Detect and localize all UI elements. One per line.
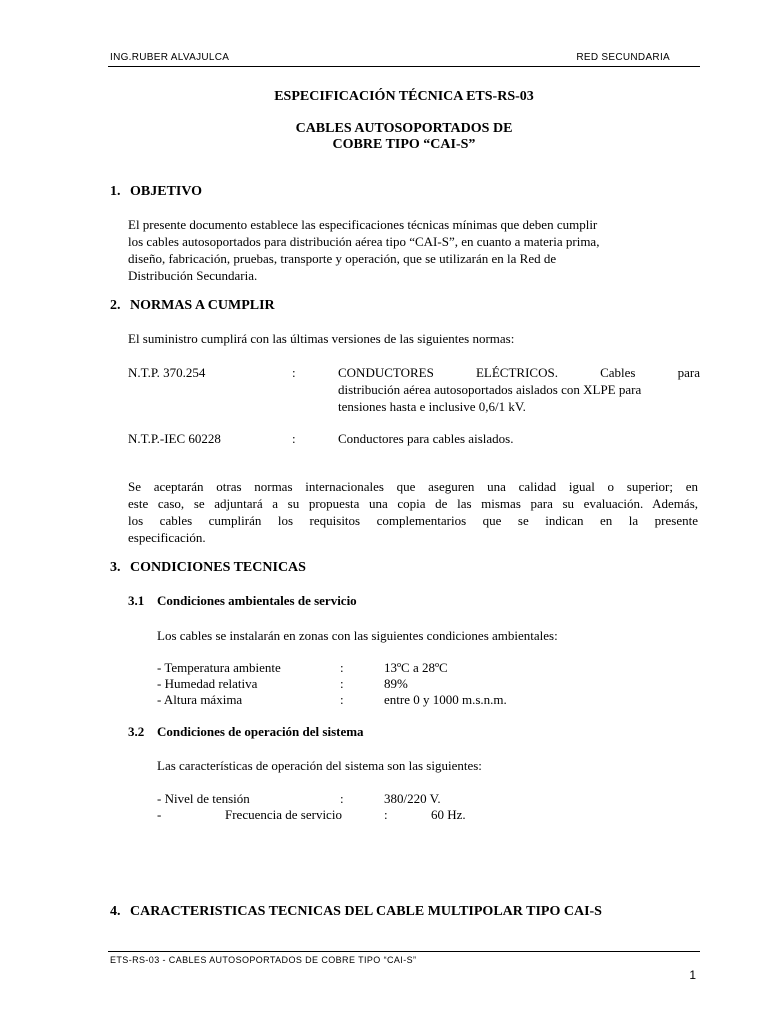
subsection-3-1-heading [128,593,357,609]
operation-label: - [157,807,162,822]
section-1-paragraph [128,216,698,284]
subsection-number: 3.1 [128,593,145,608]
subsection-title: Condiciones ambientales de servicio [157,593,357,608]
text-line: CONDUCTORES ELÉCTRICOS. Cables para [338,365,700,380]
text-line: los cables cumplirán los requisitos complementarios que se indican en la presente [128,513,698,528]
text-line: El presente documento establece las especificaciones técnicas mínimas que deben cumplir [128,217,598,232]
section-title: OBJETIVO [130,184,203,199]
operation-label: - Nivel de tensión [157,791,250,806]
subsection-3-2-heading [128,724,364,740]
condition-value: entre 0 y 1000 m.s.n.m. [384,692,507,707]
condition-label: - Altura máxima [157,692,243,707]
text-line: distribución aérea autosoportados aislados con XLPE para [338,382,642,397]
section-number: 2. [110,298,121,313]
text-line: diseño, fabricación, pruebas, transporte y operación, que se utilizarán en la Red de [128,251,557,266]
norm-code: N.T.P.-IEC 60228 [128,431,221,446]
condition-value: 13ºC a 28ºC [384,660,448,675]
operation-label-text: Frecuencia de servicio [225,807,342,822]
header-left: ING.RUBER ALVAJULCA [110,52,230,63]
norm-code: N.T.P. 370.254 [128,365,206,380]
section-1-heading [110,184,202,200]
section-3-heading [110,560,306,576]
subsection-3-2-intro: Las características de operación del sistema son las siguientes: [157,758,482,773]
norm-description: Conductores para cables aislados. [338,431,514,446]
footer-rule [108,951,700,952]
condition-separator: : [340,660,344,675]
text-line: los cables autosoportados para distribución aérea tipo “CAI-S”, en cuanto a materia prima, [128,234,600,249]
operation-separator: : [340,791,344,806]
text-line: Se aceptarán otras normas internacionales que aseguren una calidad igual o superior; en [128,479,698,494]
text-line: Distribución Secundaria. [128,268,258,283]
operation-value: 60 Hz. [431,807,466,822]
section-title: NORMAS A CUMPLIR [130,298,275,313]
condition-label: - Temperatura ambiente [157,660,281,675]
condition-label: - Humedad relativa [157,676,258,691]
norm-description [338,364,700,415]
text-line: este caso, se adjuntará a su propuesta una copia de las mismas para su evaluación. Además, [128,496,698,511]
section-4-heading [110,904,602,920]
condition-value: 89% [384,676,408,691]
section-2-intro: El suministro cumplirá con las últimas versiones de las siguientes normas: [128,331,515,346]
section-number: 4. [110,904,121,919]
subsection-number: 3.2 [128,724,145,739]
section-title: CONDICIONES TECNICAS [130,560,306,575]
norm-separator: : [292,365,296,380]
header-right: RED SECUNDARIA [576,52,670,63]
operation-value: 380/220 V. [384,791,441,806]
norm-separator: : [292,431,296,446]
text-line: especificación. [128,530,206,545]
header-rule [108,66,700,67]
page-number: 1 [689,968,696,982]
footer-text: ETS-RS-03 - CABLES AUTOSOPORTADOS DE COBRE TIPO “CAI-S” [110,955,417,965]
condition-separator: : [340,676,344,691]
condition-separator: : [340,692,344,707]
section-number: 3. [110,560,121,575]
section-title: CARACTERISTICAS TECNICAS DEL CABLE MULTIPOLAR TIPO CAI-S [130,904,602,919]
doc-subtitle-2: COBRE TIPO “CAI-S” [332,137,476,152]
section-2-heading [110,298,275,314]
text-line: tensiones hasta e inclusive 0,6/1 kV. [338,399,526,414]
doc-subtitle-1: CABLES AUTOSOPORTADOS DE [295,121,513,136]
operation-separator: : [384,807,388,822]
subsection-3-1-intro: Los cables se instalarán en zonas con las siguientes condiciones ambientales: [157,628,558,643]
subsection-title: Condiciones de operación del sistema [157,724,364,739]
section-number: 1. [110,184,121,199]
section-2-closing [128,478,698,546]
doc-title: ESPECIFICACIÓN TÉCNICA ETS-RS-03 [274,89,534,104]
